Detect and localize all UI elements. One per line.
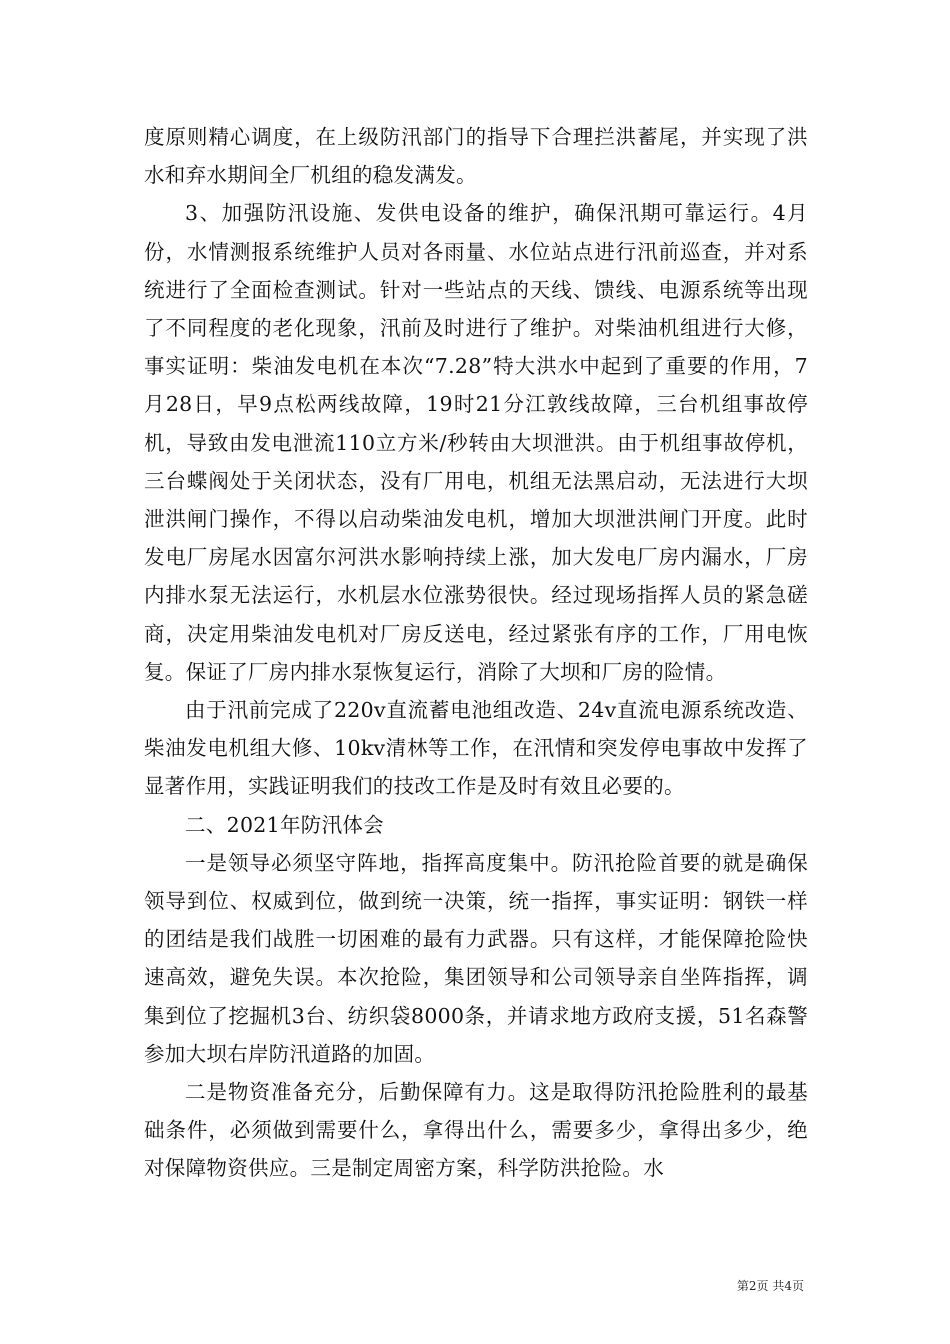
paragraph-upgrades: 由于汛前完成了220v直流蓄电池组改造、24v直流电源系统改造、柴油发电机组大修、10kv清林等工作，在汛情和突发停电事故中发挥了显著作用，实践证明我们的技改工作是及时有效且必要的。 (144, 698, 808, 799)
section-heading: 二、2021年防汛体会 (185, 812, 384, 837)
paragraph-leadership: 一是领导必须坚守阵地，指挥高度集中。防汛抢险首要的就是确保领导到位、权威到位，做到统一决策，统一指挥，事实证明：钢铁一样的团结是我们战胜一切困难的最有力武器。只有这样，才能保障抢险快速高效，避免失误。本次抢险，集团领导和公司领导亲自坐阵指挥，调集到位了挖掘机3台、纺织袋8000条，并请求地方政府支援，51名森警参加大坝右岸防汛道路的加固。 (144, 850, 808, 1066)
page-number: 第2页 共4页 (736, 1279, 804, 1293)
paragraph-materials: 二是物资准备充分，后勤保障有力。这是取得防汛抢险胜利的最基础条件，必须做到需要什么，拿得出什么，需要多少，拿得出多少，绝对保障物资供应。三是制定周密方案，科学防洪抢险。水 (144, 1080, 808, 1181)
paragraph-maintenance: 3、加强防汛设施、发供电设备的维护，确保汛期可靠运行。4月份，水情测报系统维护人员对各雨量、水位站点进行汛前巡查，并对系统进行了全面检查测试。针对一些站点的天线、馈线、电源系统等出现了不同程度的老化现象，汛前及时进行了维护。对柴油机组进行大修，事实证明：柴油发电机在本次“7.28”特大洪水中起到了重要的作用，7月28日，早9点松两线故障，19时21分江敦线故障，三台机组事故停机，导致由发电泄流110立方米/秒转由大坝泄洪。由于机组事故停机，三台蝶阀处于关闭状态，没有厂用电，机组无法黑启动，无法进行大坝泄洪闸门操作，不得以启动柴油发电机，增加大坝泄洪闸门开度。此时发电厂房尾水因富尔河洪水影响持续上涨，加大发电厂房内漏水，厂房内排水泵无法运行，水机层水位涨势很快。经过现场指挥人员的紧急磋商，决定用柴油发电机对厂房反送电，经过紧张有序的工作，厂用电恢复。保证了厂房内排水泵恢复运行，消除了大坝和厂房的险情。 (144, 201, 808, 684)
document-body (144, 118, 808, 1188)
paragraph-continuation: 度原则精心调度，在上级防汛部门的指导下合理拦洪蓄尾，并实现了洪水和弃水期间全厂机组的稳发满发。 (144, 125, 808, 188)
